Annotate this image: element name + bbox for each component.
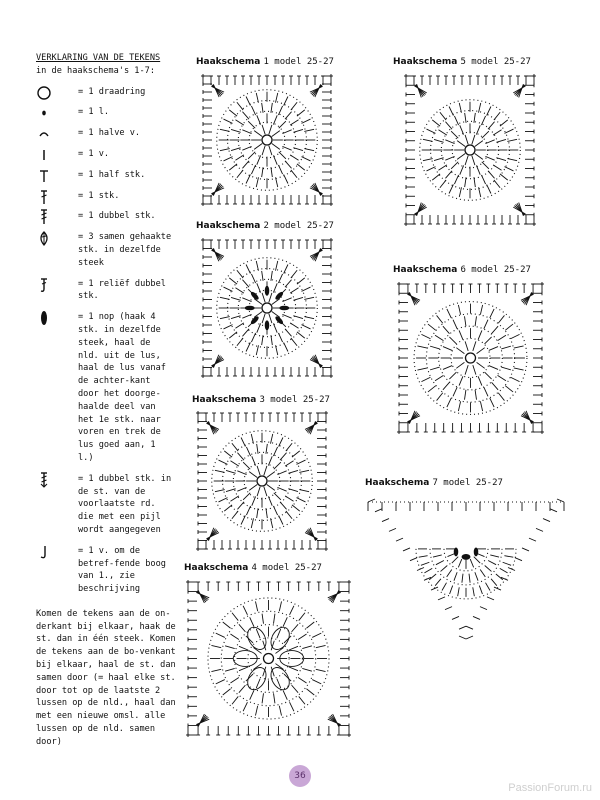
chart-title-7: Haakschema 7 model 25-27 xyxy=(365,478,503,488)
chart-title-3: Haakschema 3 model 25-27 xyxy=(192,395,330,405)
legend-item: = 1 half stk. xyxy=(36,169,176,182)
crochet-chart-2 xyxy=(197,234,337,382)
legend-item: = 1 draadring xyxy=(36,86,176,99)
chart-title-6: Haakschema 6 model 25-27 xyxy=(393,265,531,275)
chart-title-4: Haakschema 4 model 25-27 xyxy=(184,563,322,573)
crochet-chart-4 xyxy=(182,576,355,741)
chart-title-2: Haakschema 2 model 25-27 xyxy=(196,221,334,231)
curve-icon xyxy=(36,544,52,560)
legend-item: = 3 samen gehaakte stk. in dezelfde steek xyxy=(36,231,176,269)
cross-icon xyxy=(36,189,52,205)
arrow-cross-icon xyxy=(36,472,52,488)
t-icon xyxy=(36,168,52,184)
watermark: PassionForum.ru xyxy=(508,782,592,794)
crochet-chart-6 xyxy=(393,278,548,438)
symbol-legend xyxy=(36,52,176,749)
dot-icon xyxy=(36,105,52,121)
chart-title-1: Haakschema 1 model 25-27 xyxy=(196,57,334,67)
legend-subtitle: in de haakschema's 1-7: xyxy=(36,65,155,76)
crochet-chart-5 xyxy=(400,70,540,230)
legend-note: Komen de tekens aan de on-derkant bij elkaar, haak de st. dan in één steek. Komen de tekens aan de bo-venkant bij elkaar, haal de st. dan samen door (= haal elke st. door tot op de laatste 2 lussen op de nld., haal dan met een nieuwe omsl. alle lussen op de nld. samen door) xyxy=(36,608,176,747)
legend-item: = 1 dubbel stk. xyxy=(36,210,176,223)
cluster-icon xyxy=(36,230,52,246)
crochet-chart-1 xyxy=(197,70,337,210)
legend-item: = 1 halve v. xyxy=(36,127,176,140)
legend-item: = 1 nop (haak 4 stk. in dezelfde steek, haal de nld. uit de lus, haal de lus vanaf de achter-kant door het doorge-haalde deel van het 1e stk. naar voren en trek de lus goed aan, 1 l.) xyxy=(36,311,176,465)
legend-item: = 1 stk. xyxy=(36,190,176,203)
crochet-chart-3 xyxy=(192,407,332,555)
bar-icon xyxy=(36,147,52,163)
legend-item: = 1 v. om de betref-fende boog van 1., zie beschrijving xyxy=(36,545,176,596)
bobble-icon xyxy=(36,310,52,326)
page-number: 36 xyxy=(289,765,311,787)
legend-title: VERKLARING VAN DE TEKENS xyxy=(36,53,161,63)
double-cross-icon xyxy=(36,209,52,225)
chart-title-5: Haakschema 5 model 25-27 xyxy=(393,57,531,67)
circle-icon xyxy=(36,85,52,101)
legend-item: = 1 dubbel stk. in de st. van de voorlaatste rd. die met een pijl wordt aangegeven xyxy=(36,473,176,537)
legend-item: = 1 l. xyxy=(36,106,176,119)
legend-item: = 1 reliëf dubbel stk. xyxy=(36,278,176,304)
crochet-chart-7 xyxy=(362,490,570,645)
hook-icon xyxy=(36,277,52,293)
legend-item: = 1 v. xyxy=(36,148,176,161)
arc-icon xyxy=(36,126,52,142)
